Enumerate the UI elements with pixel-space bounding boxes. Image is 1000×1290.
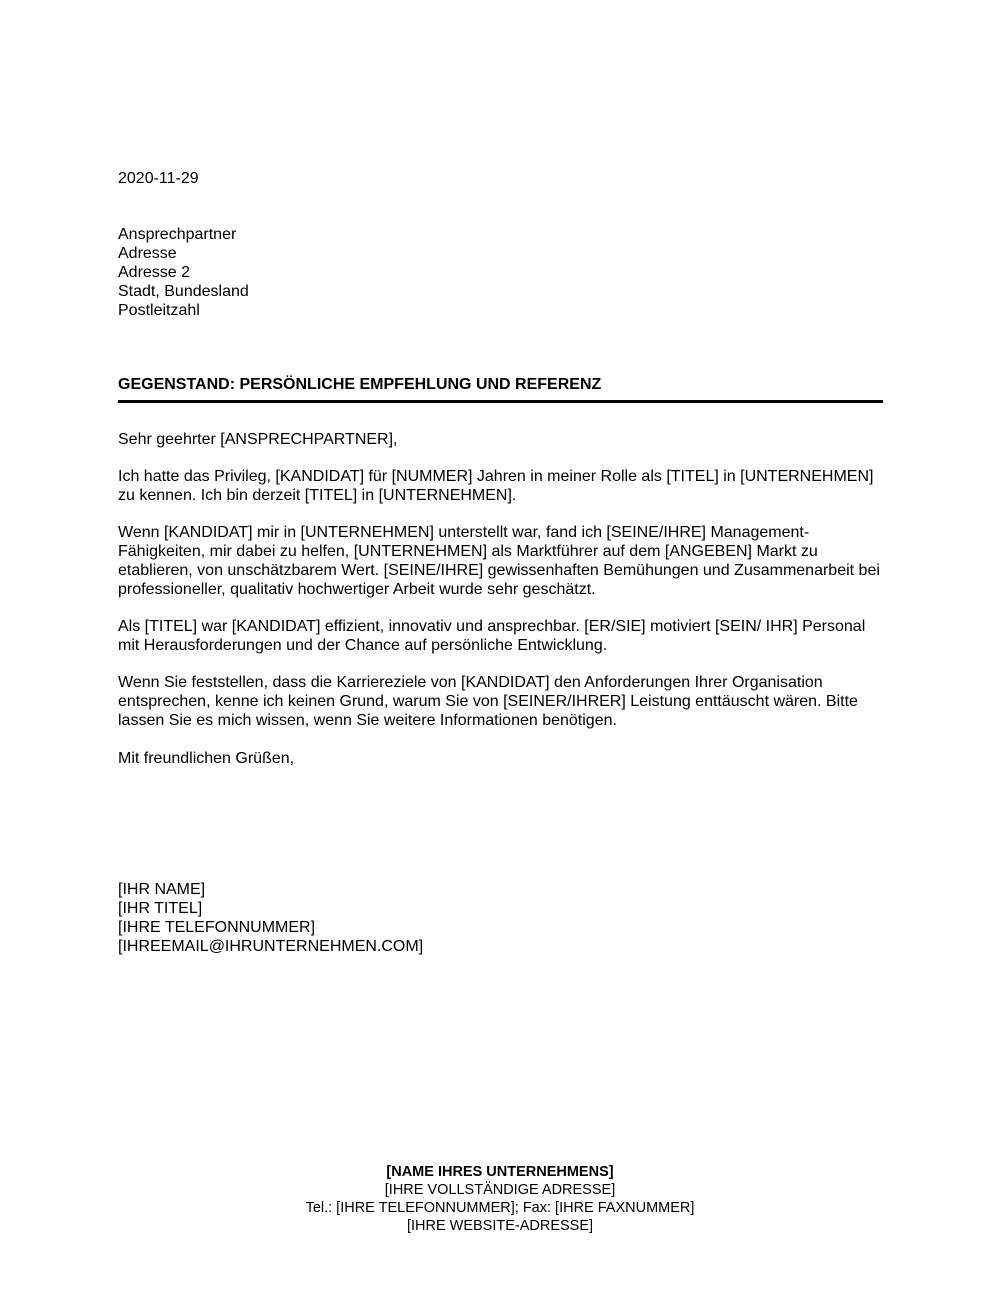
letter-footer xyxy=(0,1163,1000,1235)
footer-contact: Tel.: [IHRE TELEFONNUMMER]; Fax: [IHRE FAXNUMMER] xyxy=(305,1200,695,1216)
salutation: Sehr geehrter [ANSPRECHPARTNER], xyxy=(118,431,398,448)
signer-phone: [IHRE TELEFONNUMMER] xyxy=(118,919,316,936)
subject-line: GEGENSTAND: PERSÖNLICHE EMPFEHLUNG UND REFERENZ xyxy=(118,376,602,393)
signature-block xyxy=(118,880,423,956)
recipient-address-line-2: Adresse 2 xyxy=(118,264,191,281)
letter-date: 2020-11-29 xyxy=(118,170,199,187)
recipient-city-state: Stadt, Bundesland xyxy=(118,283,249,300)
recipient-address-block xyxy=(118,225,249,320)
signer-title: [IHR TITEL] xyxy=(118,900,203,917)
recipient-postal-code: Postleitzahl xyxy=(118,302,200,319)
body-paragraph: Ich hatte das Privileg, [KANDIDAT] für [NUMMER] Jahren in meiner Rolle als [TITEL] in [UNTERNEHMEN] zu kennen. Ich bin derzeit [TITEL] in [UNTERNEHMEN]. xyxy=(118,468,874,504)
footer-address: [IHRE VOLLSTÄNDIGE ADRESSE] xyxy=(384,1182,616,1198)
letter-body xyxy=(118,430,888,748)
recipient-contact: Ansprechpartner xyxy=(118,226,237,243)
recipient-address-line-1: Adresse xyxy=(118,245,177,262)
body-paragraph: Wenn [KANDIDAT] mir in [UNTERNEHMEN] unterstellt war, fand ich [SEINE/IHRE] Management-Fähigkeiten, mir dabei zu helfen, [UNTERNEHMEN] als Marktführer auf dem [ANGEBEN] Markt zu etablieren, von unschätzbarem Wert. [SEINE/IHRE] gewissenhaften Bemühungen und Zusammenarbeit bei professioneller, qualitativ hochwertiger Arbeit wurde sehr geschätzt. xyxy=(118,524,880,598)
subject-divider xyxy=(118,400,883,403)
closing-phrase: Mit freundlichen Grüßen, xyxy=(118,750,295,767)
body-paragraph: Als [TITEL] war [KANDIDAT] effizient, innovativ und ansprechbar. [ER/SIE] motiviert [SEIN/ IHR] Personal mit Herausforderungen und der Chance auf persönliche Entwicklung. xyxy=(118,618,866,654)
signer-name: [IHR NAME] xyxy=(118,881,206,898)
footer-company-name: [NAME IHRES UNTERNEHMENS] xyxy=(386,1164,614,1180)
footer-website: [IHRE WEBSITE-ADRESSE] xyxy=(406,1218,594,1234)
body-paragraph: Wenn Sie feststellen, dass die Karriereziele von [KANDIDAT] den Anforderungen Ihrer Organisation entsprechen, kenne ich keinen Grund, warum Sie von [SEINER/IHRER] Leistung enttäuscht wären. Bitte lassen Sie es mich wissen, wenn Sie weitere Informationen benötigen. xyxy=(118,674,858,729)
signer-email: [IHREEMAIL@IHRUNTERNEHMEN.COM] xyxy=(118,938,424,955)
